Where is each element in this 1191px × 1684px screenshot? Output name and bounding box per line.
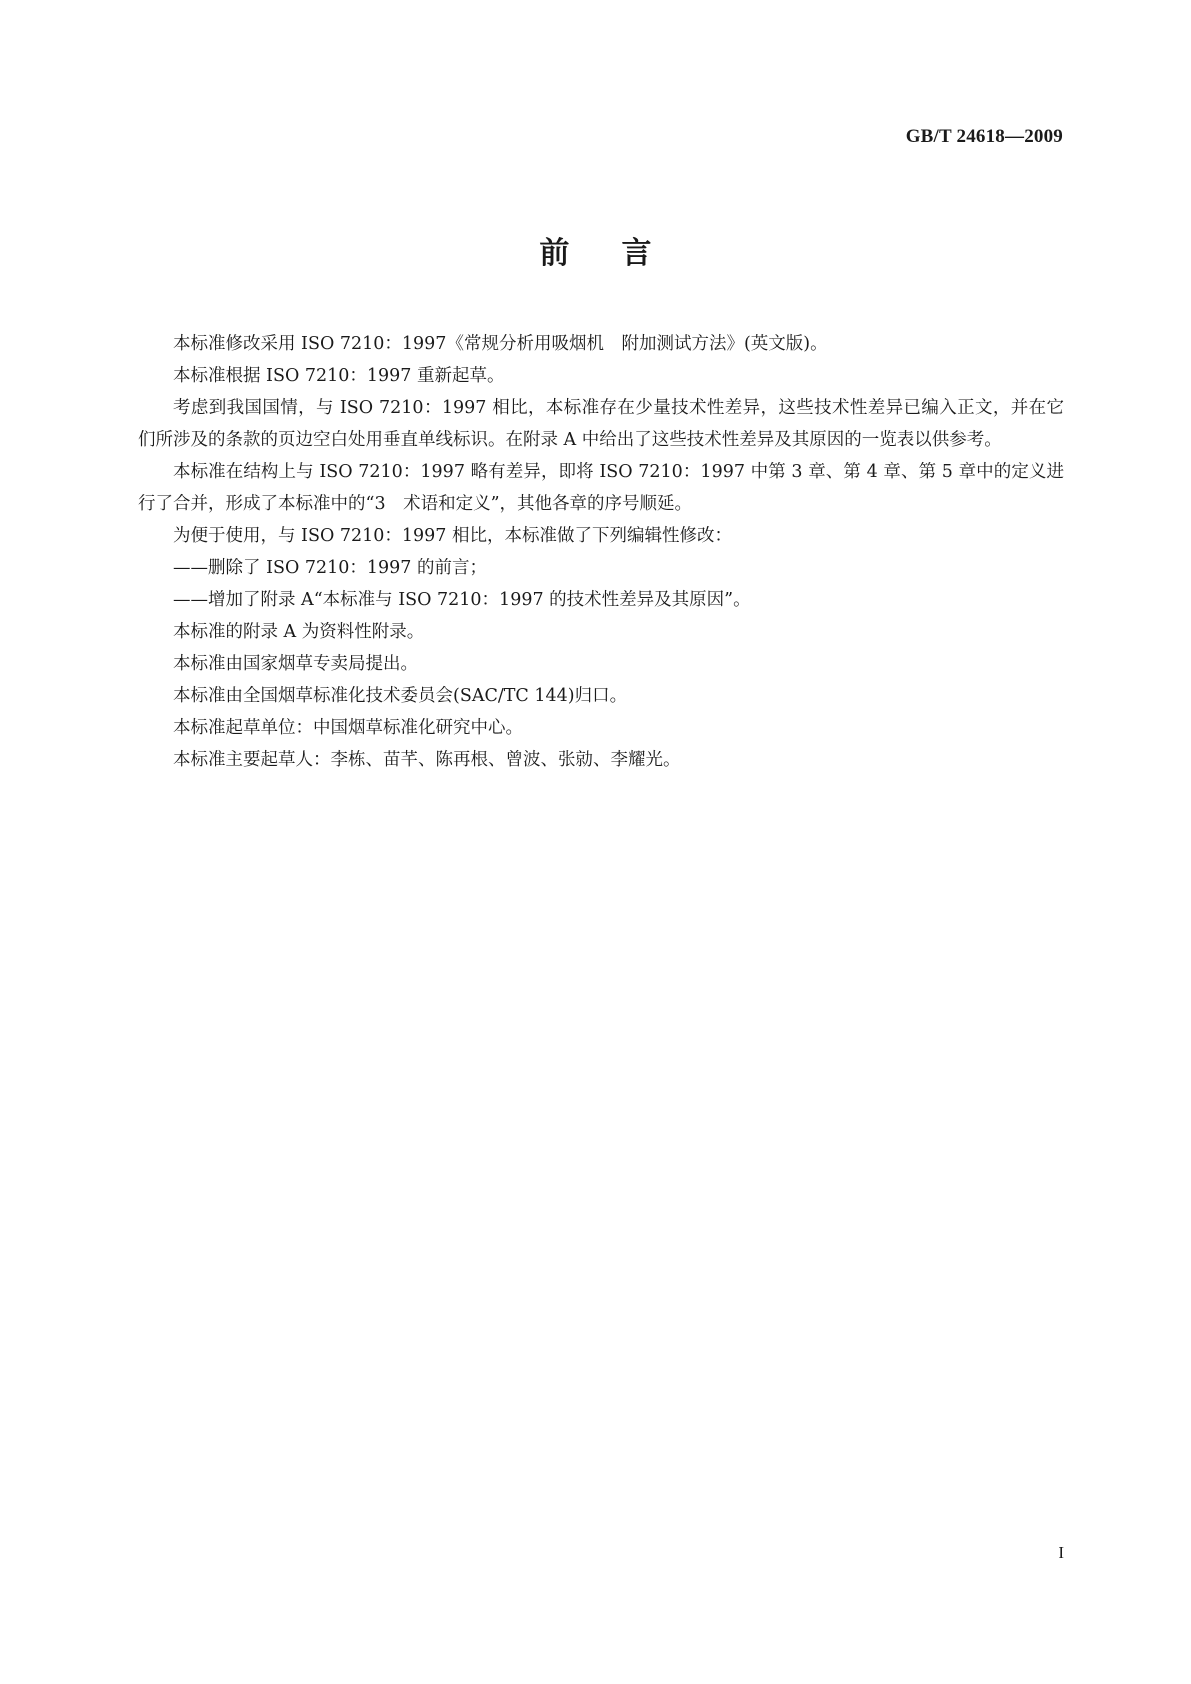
page-title — [0, 228, 1191, 272]
title-char-1: 前 — [539, 236, 570, 271]
standard-code: GB/T 24618—2009 — [905, 126, 1063, 147]
title-char-2: 言 — [621, 236, 652, 271]
list-item-added-annex: ——增加了附录 A“本标准与 ISO 7210：1997 的技术性差异及其原因”。 — [173, 590, 751, 610]
paragraph-editorial-changes: 为便于使用，与 ISO 7210：1997 相比，本标准做了下列编辑性修改： — [173, 526, 733, 546]
paragraph-proposed-by: 本标准由国家烟草专卖局提出。 — [173, 654, 418, 674]
paragraph-centralized-by: 本标准由全国烟草标准化技术委员会(SAC/TC 144)归口。 — [173, 686, 628, 706]
paragraph-annex-informative: 本标准的附录 A 为资料性附录。 — [173, 622, 425, 642]
paragraph-adoption: 本标准修改采用 ISO 7210：1997《常规分析用吸烟机 附加测试方法》(英文版)。 — [173, 334, 828, 354]
paragraph-drafting-unit: 本标准起草单位：中国烟草标准化研究中心。 — [173, 718, 523, 738]
paragraph-structure: 本标准在结构上与 ISO 7210：1997 略有差异，即将 ISO 7210：1997 中第 3 章、第 4 章、第 5 章中的定义进行了合并，形成了本标准中的“3 术语和定义”，其他各章的序号顺延。 — [138, 462, 1064, 514]
paragraph-redrafted: 本标准根据 ISO 7210：1997 重新起草。 — [173, 366, 505, 386]
page-number: I — [1058, 1543, 1064, 1562]
list-item-deleted-foreword: ——删除了 ISO 7210：1997 的前言； — [173, 558, 488, 578]
paragraph-technical-differences: 考虑到我国国情，与 ISO 7210：1997 相比，本标准存在少量技术性差异，这些技术性差异已编入正文，并在它们所涉及的条款的页边空白处用垂直单线标识。在附录 A 中给出了这些技术性差异及其原因的一览表以供参考。 — [138, 398, 1064, 450]
paragraph-drafters: 本标准主要起草人：李栋、苗芊、陈再根、曾波、张勍、李耀光。 — [173, 750, 681, 770]
foreword-body — [138, 328, 1064, 776]
